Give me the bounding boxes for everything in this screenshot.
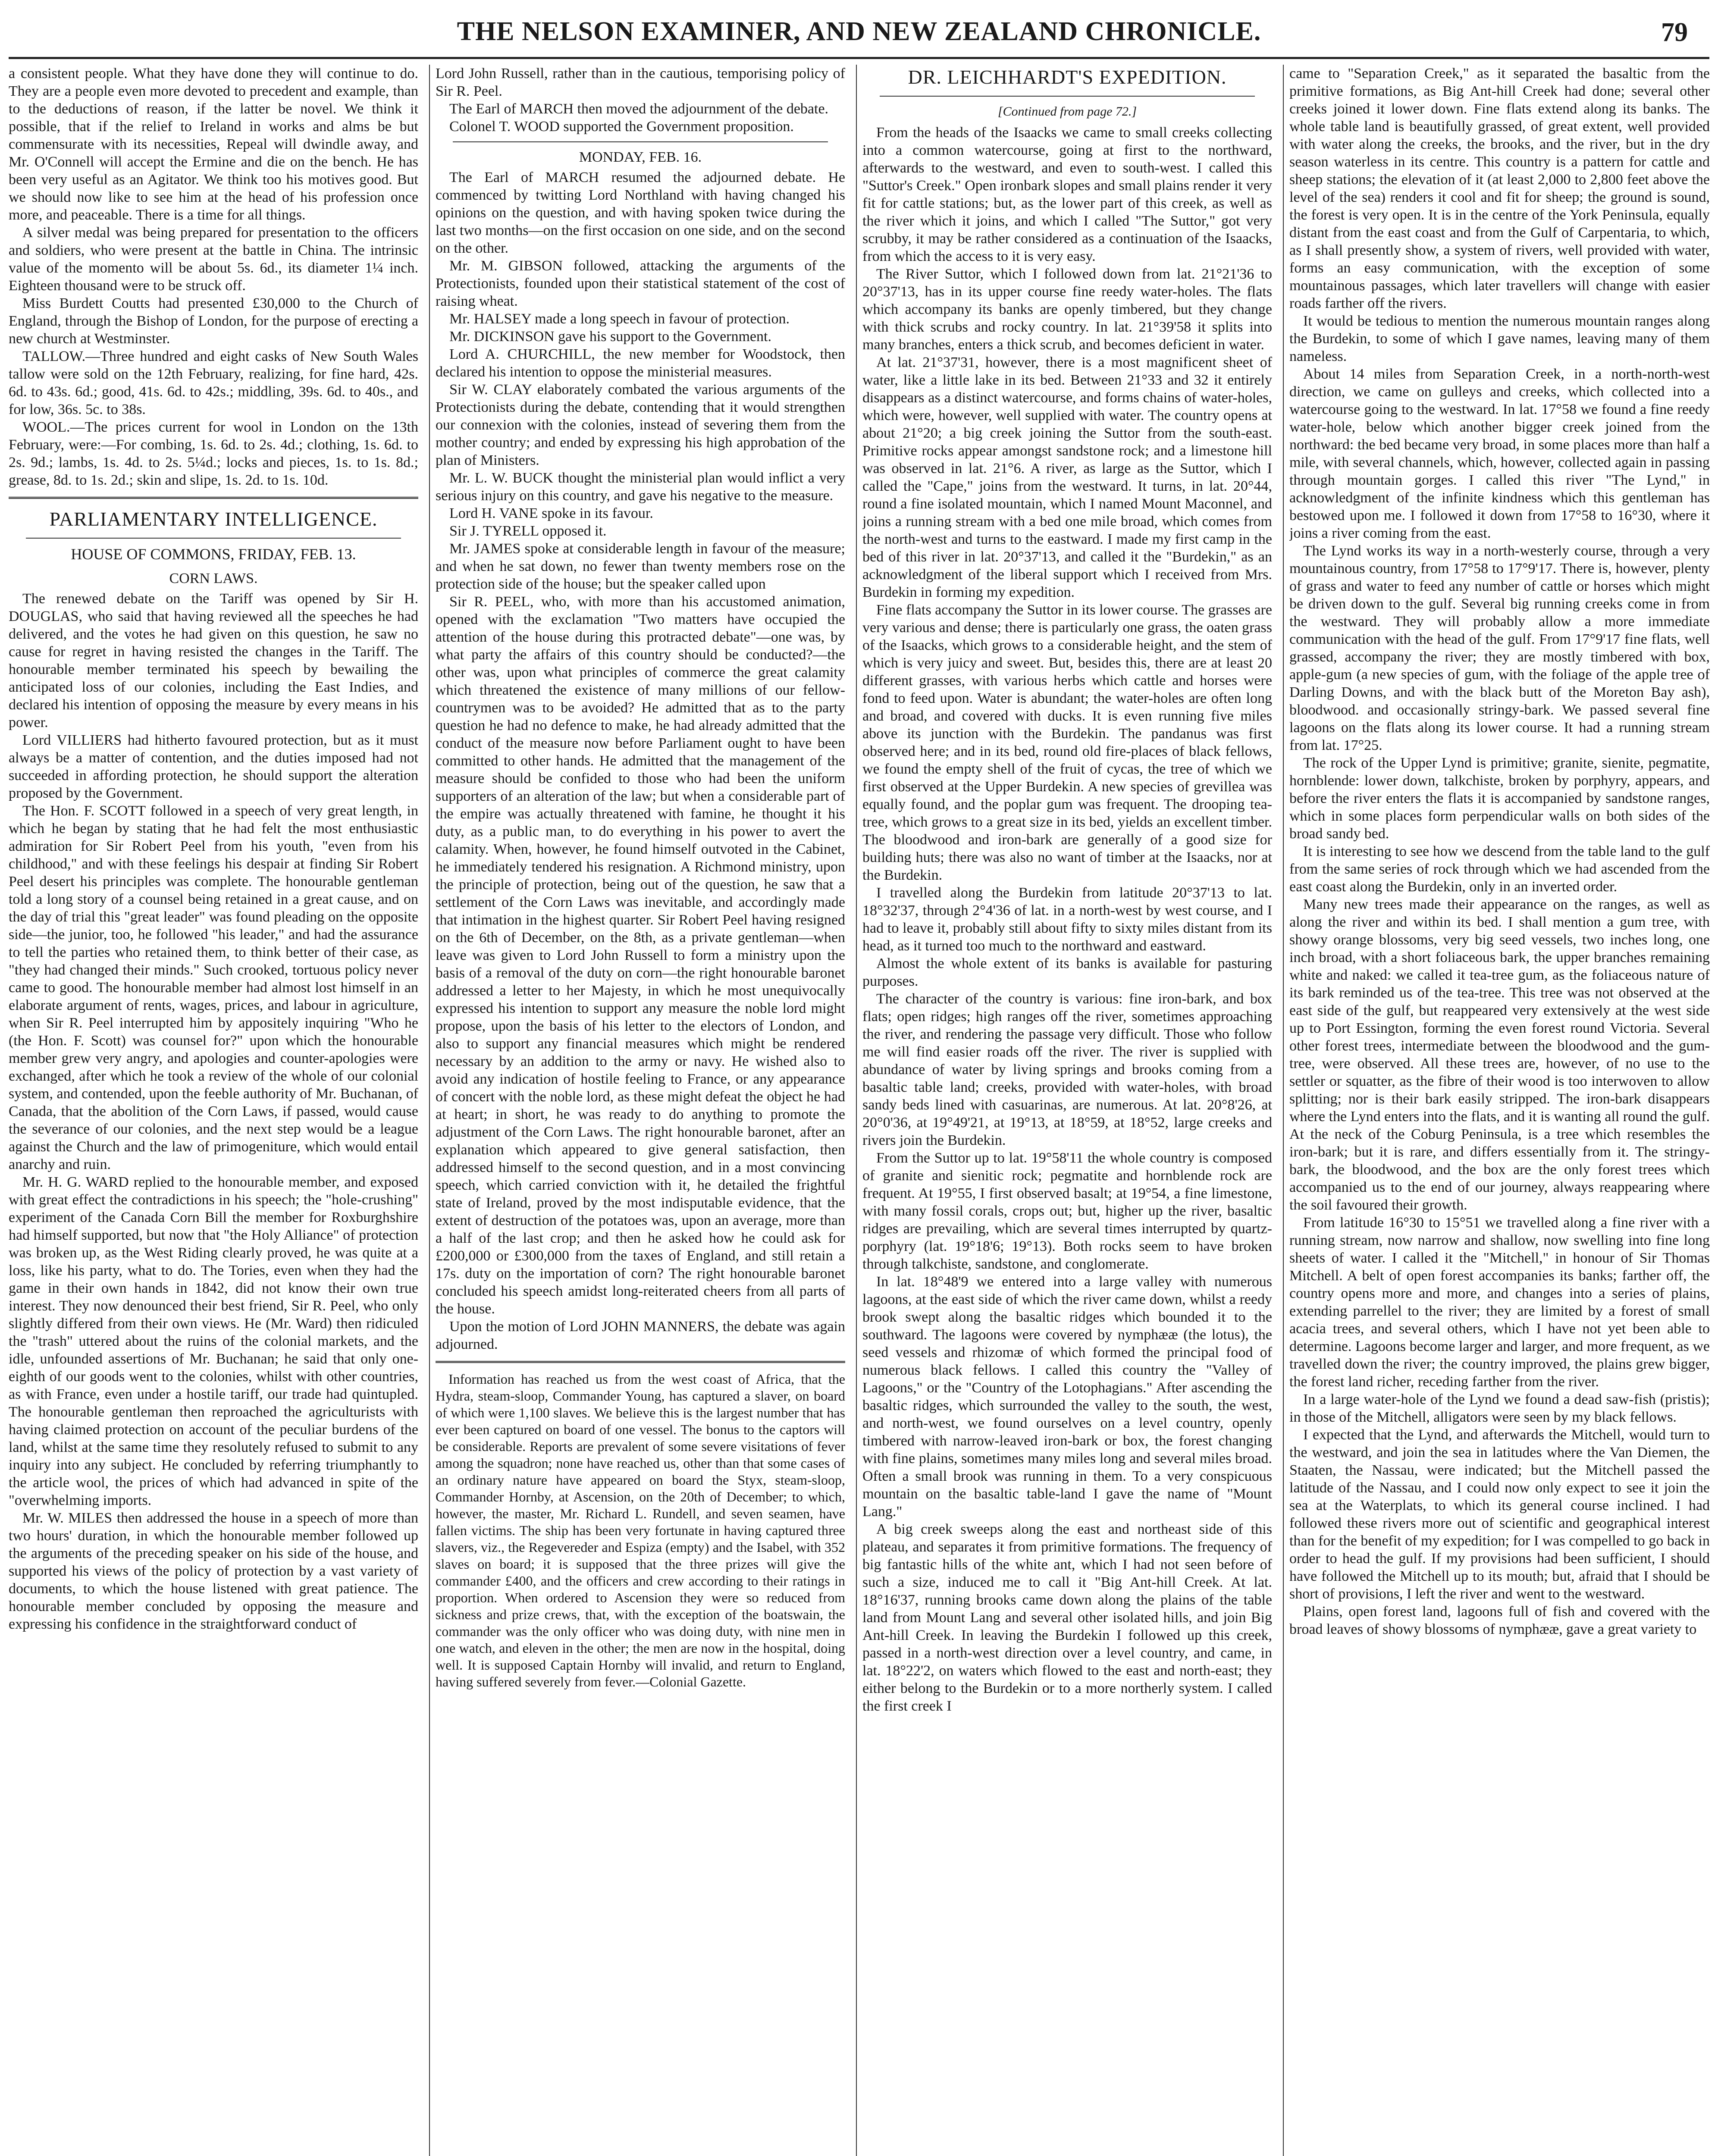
masthead [0,13,1718,60]
paragraph: Lord VILLIERS had hitherto favoured protection, but as it must always be a matter of contention, and the duties imposed had not succeeded in affording protection, he should support the alteration proposed by the Government. [9,732,418,801]
paragraph: A silver medal was being prepared for presentation to the officers and soldiers, who were present at the battle in China. The intrinsic value of the momento will be about 5s. 6d., its diameter 1¼ inch. Eighteen thousand were to be struck off. [9,225,418,294]
paragraph: It would be tedious to mention the numerous mountain ranges along the Burdekin, to some of which I gave names, leaving many of them nameless. [1289,313,1710,364]
paragraph: Sir W. CLAY elaborately combated the various arguments of the Protectionists during the debate, contending that it would strengthen our connexion with the colonies, instead of severing them from the mother country; and ended by expressing his high approbation of the plan of Ministers. [436,382,845,468]
newspaper-title: THE NELSON EXAMINER, AND NEW ZEALAND CHRONICLE. [457,17,1261,46]
paragraph: Mr. H. G. WARD replied to the honourable member, and exposed with great effect the contradictions in his speech; the "hole-crushing" experiment of the Canada Corn Bill the member for Roxburghshire had himself supported, but now that "the Holy Alliance" of protection was broken up, as the West Riding clearly proved, he was quite at a loss, like his party, what to do. The Tories, even when they had the game in their own hands in 1842, did not know their own true interest. They now denounced their best friend, Sir R. Peel, who only slightly differed from their own views. He (Mr. Ward) then ridiculed the "trash" uttered about the ruins of the colonial markets, and the idle, unfounded assertions of Mr. Buchanan; he said that only one-eighth of our goods went to the colonies, whilst with other countries, as with France, even under a hostile tariff, our trade had quintupled. The honourable gentleman then reproached the agriculturists with having claimed protection on account of the peculiar burdens of the land, whilst at the same time they resolutely refused to submit to any inquiry into any subject. He concluded by referring triumphantly to the article wool, the prices of which had advanced in spite of the "overwhelming imports. [9,1174,418,1508]
column-1 [9,65,418,2156]
section-rule [436,1361,845,1363]
paragraph: Mr. JAMES spoke at considerable length in favour of the measure; and when he sat down, no fewer than twenty members rose on the protection side of the house; but the speaker called upon [436,541,845,592]
paragraph: The character of the country is various: fine iron-bark, and box flats; open ridges; high ranges off the river, sometimes approaching the river, and rendering the passage very difficult. Those who follow me will find easier roads off the river. The river is supplied with abundance of water by living springs and brooks coming from a basaltic table land; creeks, provided with water-holes, with broad sandy beds lined with casuarinas, are numerous. At lat. 20°8'26, at 20°0'36, at 19°49'21, at 19°13, at 18°59, at 18°52, large creeks and rivers join the Burdekin. [862,991,1272,1148]
paragraph: The rock of the Upper Lynd is primitive; granite, sienite, pegmatite, hornblende: lower down, talkchiste, broken by porphyry, appears, and before the river enters the flats it is accompanied by sandstone ranges, which in some places form perpendicular walls on both sides of the broad sandy bed. [1289,755,1710,842]
section-rule [26,538,401,539]
paragraph: Mr. HALSEY made a long speech in favour of protection. [449,311,790,327]
paragraph: Upon the motion of Lord JOHN MANNERS, the debate was again adjourned. [436,1319,845,1352]
column-4 [1289,65,1710,2156]
paragraph: The Hon. F. SCOTT followed in a speech of very great length, in which he began by stating that he had felt the most enthusiastic admiration for Sir Robert Peel from his youth, "even from his childhood," and with these feelings his despair at finding Sir Robert Peel desert his principles was complete. The honourable gentleman told a long story of a counsel being retained in a great cause, and on the day of trial this "great leader" was found pleading on the opposite side—the junior, too, he followed "his leader," and had the assurance to tell the parties who retained them, to think better of their case, as "they had changed their minds." Such crooked, tortuous policy never came to good. The honourable member had almost lost himself in an elaborate argument of rents, wages, prices, and labour in agriculture, when Sir R. Peel interrupted him by appositely inquiring "Who he (the Hon. F. Scott) was counsel for?" upon which the honourable member grew very angry, and apologies and counter-apologies were exchanged, after which he took a review of the whole of our colonial system, and contended, upon the feeble authority of Mr. Buchanan, of Canada, that the abolition of the Corn Laws, if passed, would cause the severance of our colonies, and the next step would be a league against the Church and the law of primogeniture, which would entail anarchy and ruin. [9,803,418,1172]
paragraph: TALLOW.—Three hundred and eight casks of New South Wales tallow were sold on the 12th February, realizing, for fine hard, 42s. 6d. to 43s. 6d.; good, 41s. 6d. to 42s.; middling, 39s. 6d. to 40s., and for low, 36s. 5c. to 38s. [9,348,418,417]
paragraph: Fine flats accompany the Suttor in its lower course. The grasses are very various and dense; there is particularly one grass, the oaten grass of the Isaacks, which grows to a considerable height, and the stem of which is very juicy and sweet. But, besides this, there are at least 20 different grasses, with various herbs which cattle and horses were fond to feed upon. Water is abundant; the water-holes are often long and broad, and covered with ducks. It is even running five miles above its junction with the Burdekin. The pandanus was first observed here; and in its bed, round old fire-places of black fellows, we found the empty shell of the fruit of cycas, the tree of which we first observed at the Upper Burdekin. A new species of grevillea was equally found, and the poplar gum was frequent. The drooping tea-tree, which grows to a great size in its bed, yields an excellent timber. The bloodwood and iron-bark are generally of a good size for building huts; there was also no want of timber at the Isaacks, nor at the Burdekin. [862,602,1272,883]
paragraph: Mr. W. MILES then addressed the house in a speech of more than two hours' duration, in which the honourable member followed up the arguments of the preceding speaker on his side of the house, and supported his views of the policy of protection by a vast variety of documents, to which the house listened with great patience. The honourable member concluded by opposing the measure and expressing his confidence in the straightforward conduct of [9,1510,418,1632]
column-divider [1283,65,1284,2156]
paragraph: Mr. DICKINSON gave his support to the Government. [449,329,771,345]
article-title: DR. LEICHHARDT'S EXPEDITION. [908,66,1227,88]
paragraph: Miss Burdett Coutts had presented £30,000 to the Church of England, through the Bishop of London, for the purpose of erecting a new church at Westminster. [9,295,418,347]
paragraph: From latitude 16°30 to 15°51 we travelled along a fine river with a running stream, now narrow and shallow, now swelling into fine long sheets of water. I called it the "Mitchell," in honour of Sir Thomas Mitchell. A belt of open forest accompanies its banks; farther off, the country opens more and more, and changes into a series of plains, extending parrellel to the river; they are limited by a forest of small acacia trees, and several others, which I have not yet been able to determine. Lagoons become larger and larger, and more frequent, as we travelled down the river; the country improved, the plains grew bigger, the forest land richer, receding farther from the river. [1289,1215,1710,1390]
paragraph: A big creek sweeps along the east and northeast side of this plateau, and separates it from primitive formations. The frequency of big fantastic hills of the white ant, which I had not seen before of such a size, induced me to call it "Big Ant-hill Creek. At lat. 18°16'37, running brooks came down along the plains of the table land from Mount Lang and several other isolated hills, and join Big Ant-hill Creek. In leaving the Burdekin I followed up this creek, passed in a north-west direction over a level country, and came, in lat. 18°22'2, on waters which flowed to the east and north-east; they either belong to the Burdekin or to a more northerly system. I called the first creek I [862,1521,1272,1714]
header-rule [9,57,1709,59]
news-item [436,1371,845,1690]
paragraph: came to "Separation Creek," as it separated the basaltic from the primitive formations, as Big Ant-hill Creek had done; several other creeks joined it lower down. Fine flats extend along its banks. The whole table land is beautifully grassed, of great extent, well provided with water along the creeks, the brooks, and the river, but in the dry season waterless in its centre. This country is a pattern for cattle and sheep stations; the elevation of it (at least 2,000 to 2,800 feet above the level of the sea) renders it cool and fit for sheep; the ground is sound, the forest is very open. It is in the centre of the York Peninsula, equally distant from the east coast and from the Gulf of Carpentaria, to which, as I shall presently show, a system of rivers, well provided with water, forms an easy communication, with the exception of some mountainous passages, which later travellers will change with easier roads farther off the rivers. [1289,66,1710,311]
section-rule [9,497,418,499]
paragraph: About 14 miles from Separation Creek, in a north-north-west direction, we came on gulleys and creeks, which collected into a watercourse going to the westward. In lat. 17°58 we found a fine reedy water-hole, below which another bigger creek joined from the northward: the bed became very broad, in some places more than half a mile, with several channels, which, however, collected again in passing through mountain gorges. I called this river "The Lynd," in acknowledgment of the infinite kindness which this gentleman has bestowed upon me. I followed it down from 17°58 to 16°30, where it joins a river coming from the east. [1289,366,1710,541]
paragraph: Mr. M. GIBSON followed, attacking the arguments of the Protectionists, founded upon their statistical statement of the cost of raising wheat. [436,258,845,309]
continued-note: [Continued from page 72.] [997,104,1137,119]
paragraph: Almost the whole extent of its banks is available for pasturing purposes. [862,956,1272,989]
paragraph: Information has reached us from the west coast of Africa, that the Hydra, steam-sloop, Commander Young, has captured a slaver, on board of which were 1,100 slaves. We believe this is the largest number that has ever been captured on board of one vessel. The bonus to the captors will be considerable. Reports are prevalent of some severe visitations of fever among the squadron; none have reached us, other than that some cases of an ordinary nature have appeared on board the Styx, steam-sloop, Commander Hornby, at Ascension, on the 20th of December; to which, however, the master, Mr. Richard L. Rundell, and seven seamen, have fallen victims. The ship has been very fortunate in having captured three slavers, viz., the Regevereder and Espiza (empty) and the Isabel, with 352 slaves on board; it is supposed that the three prizes will give the commander £400, and the officers and crew according to their ratings in proportion. When ordered to Ascension they were so reduced from sickness and prize crews, that, with the exception of the boatswain, the commander was the only officer who was doing duty, with nine men in one watch, and eleven in the other; the men are now in the hospital, doing well. It is supposed Captain Hornby will invalid, and return to England, having suffered severely from fever.—Colonial Gazette. [436,1371,845,1689]
paragraph: The renewed debate on the Tariff was opened by Sir H. DOUGLAS, who said that having reviewed all the speeches he had delivered, and the votes he had given on this question, he saw no cause for regret in having resisted the changes in the Tariff. The honourable member terminated his speech by bewailing the anticipated loss of our colonies, including the East Indies, and declared his intention of opposing the measure by every means in his power. [9,591,418,730]
house-subheading: CORN LAWS. [169,570,258,586]
paragraph: Colonel T. WOOD supported the Government proposition. [449,119,794,135]
paragraph: It is interesting to see how we descend from the table land to the gulf from the same series of rock through which we had ascended from the east coast along the Burdekin, only in an inverted order. [1289,843,1710,895]
paragraph: I expected that the Lynd, and afterwards the Mitchell, would turn to the westward, and join the sea in latitudes where the Van Diemen, the Staaten, the Nassau, were indicated; but the Mitchell passed the latitude of the Nassau, and I could now only expect to see it join the sea at the Waterplats, to which its general course inclined. I had followed these rivers more out of scientific and geographical interest than for the benefit of my expedition; for I was compelled to go back in order to head the gulf. If my provisions had been sufficient, I should have followed the Mitchell up to its mouth; but, afraid that I should be short of provisions, I left the river and went to the westward. [1289,1427,1710,1602]
paragraph: The River Suttor, which I followed down from lat. 21°21'36 to 20°37'13, has in its upper course fine reedy water-holes. The flats which accompany its banks are openly timbered, but they change with thick scrubs and rocky country. In lat. 21°39'58 it splits into many branches, enters a thick scrub, and becomes deficient in water. [862,266,1272,353]
section-title: PARLIAMENTARY INTELLIGENCE. [49,508,378,530]
paragraph: From the Suttor up to lat. 19°58'11 the whole country is composed of granite and sienitic rock; pegmatite and hornblende rock are frequent. At 19°55, I first observed basalt; at 19°54, a fine limestone, with many fossil corals, crops out; but, higher up the river, basaltic ridges are prevailing, which are several times interrupted by quartz-porphyry (lat. 19°18'6; 19°13). Both rocks seem to have broken through talkchiste, sandstone, and conglomerate. [862,1150,1272,1272]
paragraph: Lord A. CHURCHILL, the new member for Woodstock, then declared his intention to oppose the ministerial measures. [436,346,845,380]
paragraph: Plains, open forest land, lagoons full of fish and covered with the broad leaves of showy blossoms of nymphææ, gave a great variety to [1289,1604,1710,1637]
column-3 [862,65,1272,2156]
paragraph: Lord John Russell, rather than in the cautious, temporising policy of Sir R. Peel. [436,66,845,99]
column-2 [436,65,845,2156]
column-divider [429,65,430,2156]
paragraph: The Earl of MARCH resumed the adjourned debate. He commenced by twitting Lord Northland with having changed his opinions on the question, and with having spoken twice during the last two months—on the first occasion on one side, and on the second on the other. [436,169,845,256]
paragraph: In lat. 18°48'9 we entered into a large valley with numerous lagoons, at the east side of which the river came down, whilst a reedy brook swept along the basaltic ridges which bounded it to the southward. The lagoons were covered by nymphææ (the lotus), the seed vessels and rhizomæ of which formed the principal food of numerous black fellows. I called this country the "Valley of Lagoons," or the "Country of the Lotophagians." After ascending the basaltic ridges, which surrounded the valley to the south, the west, and north-west, we found ourselves on a level country, openly timbered with narrow-leaved iron-bark or box, the forest changing with fine plains, sometimes many miles long and several miles broad. Often a small brook was running in them. To a very conspicuous mountain on the basaltic table-land I gave the name of "Mount Lang." [862,1274,1272,1520]
paragraph: At lat. 21°37'31, however, there is a most magnificent sheet of water, like a little lake in its bed. Between 21°33 and 32 it entirely disappears as a distinct watercourse, and forms chains of water-holes, which were, however, well supplied with water. The country opens at about 21°20; a big creek joining the Suttor from the south-east. Primitive rocks appear amongst sandstone rock; and a limestone hill was observed in lat. 21°6. A river, as large as the Suttor, which I called the "Cape," joins from the westward. It turns, in lat. 20°44, round a fine isolated mountain, which I named Mount Maconnel, and joins a running stream with a bed one mile broad, which comes from the north-west and turns to the eastward. I made my first camp in the bed of this river in lat. 20°37'13, and called it the "Burdekin," as an acknowledgment of the liberal support which I received from Mrs. Burdekin in forming my expedition. [862,354,1272,600]
section-rule [453,141,828,142]
house-heading: HOUSE OF COMMONS, FRIDAY, FEB. 13. [71,545,356,563]
paragraph: I travelled along the Burdekin from latitude 20°37'13 to lat. 18°32'37, through 2°4'36 of lat. in a north-west by west course, and I had to leave it, probably still about fifty to sixty miles distant from its head, as it turned too much to the northward and eastward. [862,885,1272,954]
paragraph: Mr. L. W. BUCK thought the ministerial plan would inflict a very serious injury on this country, and gave his negative to the measure. [436,470,845,504]
paragraph: Many new trees made their appearance on the ranges, as well as along the river and within its bed. I shall mention a gum tree, with showy orange blossoms, very big seed vessels, two inches long, one inch broad, with a short foliaceous bark, the upper branches remaining white and naked: we called it tea-tree gum, as the foliaceous nature of its bark reminded us of the tea-tree. This tree was not observed at the east side of the gulf, but reappeared very extensively at the west side up to Port Essington, forming the even forest round Victoria. Several other forest trees, intermediate between the bloodwood and the gum-tree, were observed. All these trees are, however, of no use to the settler or squatter, as the fibre of their wood is too interwoven to allow splitting; nor is their bark easily stripped. The iron-bark disappears where the Lynd enters into the flats, and it is wanting all round the gulf. At the neck of the Coburg Peninsula, is a tree which resembles the iron-bark; but it is rare, and differs essentially from it. The stringy-bark, the bloodwood, and the box are the only forest trees which accompanied us to the end of our journey, always reappearing where the soil favoured their growth. [1289,896,1710,1213]
paragraph: WOOL.—The prices current for wool in London on the 13th February, were:—For combing, 1s. 6d. to 2s. 4d.; clothing, 1s. 6d. to 2s. 9d.; lambs, 1s. 4d. to 2s. 5¼d.; locks and pieces, 1s. to 1s. 8d.; grease, 8d. to 1s. 2d.; skin and slipe, 1s. 2d. to 1s. 10d. [9,419,418,488]
paragraph: From the heads of the Isaacks we came to small creeks collecting into a common watercourse, going at first to the northward, afterwards to the westward, and even to south-west. I called this "Suttor's Creek." Open ironbark slopes and small plains render it very fit for cattle stations; but, as the lower part of this creek, as well as the river which it joins, and which I called "The Suttor," got very scrubby, it may be rather considered as a continuation of the Isaacks, from which the access to it is very easy. [862,125,1272,264]
section-rule [880,96,1255,97]
dateline: MONDAY, FEB. 16. [579,149,702,165]
paragraph: The Lynd works its way in a north-westerly course, through a very mountainous country, from 17°58 to 17°9'17. There is, however, plenty of grass and water to feed any number of cattle or horses which might be driven down to the gulf. Several big running creeks come in from the westward. They will probably allow a more immediate communication with the head of the gulf. From 17°9'17 fine flats, well grassed, accompany the river; they are mostly timbered with box, apple-gum (a new species of gum, with the foliage of the apple tree of Darling Downs, and with the black butt of the Moreton Bay ash), bloodwood. and occasionally stringy-bark. We passed several fine lagoons on the flats along its lower course. It had a running stream from lat. 17°25. [1289,543,1710,753]
paragraph: The Earl of MARCH then moved the adjournment of the debate. [449,101,829,117]
paragraph: In a large water-hole of the Lynd we found a dead saw-fish (pristis); in those of the Mitchell, alligators were seen by my black fellows. [1289,1391,1710,1425]
paragraph: a consistent people. What they have done they will continue to do. They are a people even more devoted to precedent and example, than to the deductions of reason, if the latter be novel. We think it possible, that if the relief to Ireland in works and alms be but commensurate with its necessities, Repeal will dwindle away, and Mr. O'Connell will accept the Ermine and die on the bench. He has been very useful as an Agitator. We think too his motives good. But we should now like to see him at the head of his profession once more, and peaceable. There is a time for all things. [9,66,418,223]
column-divider [856,65,857,2156]
page-number: 79 [1661,18,1688,47]
paragraph: Sir J. TYRELL opposed it. [449,523,607,539]
paragraph: Lord H. VANE spoke in its favour. [449,505,653,521]
paragraph: Sir R. PEEL, who, with more than his accustomed animation, opened with the exclamation "Two matters have occupied the attention of the house during this protracted debate"—one was, by what party the affairs of this country should be conducted?—the other was, upon what principles of commerce the great calamity which threatened the existence of many millions of our fellow-countrymen was to be avoided? He admitted that as to the party question he had no defence to make, he had already admitted that the conduct of the measure now before Parliament ought to have been committed to other hands. He admitted that the management of the measure should be confided to those who had been the uniform supporters of an alteration of the law; but when a considerable part of the empire was actually threatened with famine, he thought it his duty, as a public man, to do everything in his power to avert the calamity. When, however, he found himself outvoted in the Cabinet, he immediately tendered his resignation. A Richmond ministry, upon the principle of protection, being out of the question, he saw that a settlement of the Corn Laws was inevitable, and accordingly made that intimation in the highest quarter. Sir Robert Peel having resigned on the 6th of December, on the 8th, as a private gentleman—when leave was given to Lord John Russell to form a ministry upon the basis of a removal of the duty on corn—the right honourable baronet addressed a letter to her Majesty, in which he most unequivocally expressed his intention to support any measure the noble lord might propose, upon the basis of his letter to the electors of London, and also to support any financial measures which might be rendered necessary by an addition to the army or navy. He wished also to avoid any indication of hostile feeling to France, or any appearance of concert with the noble lord, as these might defeat the object he had at heart; in short, he was ready to do anything to promote the adjustment of the Corn Laws. The right honourable baronet, after an explanation which appeared to give general satisfaction, then addressed himself to the second question, and in a most convincing speech, which carried conviction with it, he detailed the frightful state of Ireland, proved by the most indisputable evidence, that the extent of destruction of the potatoes was, upon an average, more than a half of the last crop; and then he asked how he could ask for £200,000 or £300,000 from the taxes of England, and still retain a 17s. duty on the importation of corn? The right honourable baronet concluded his speech amidst long-reiterated cheers from all parts of the house. [436,594,845,1317]
